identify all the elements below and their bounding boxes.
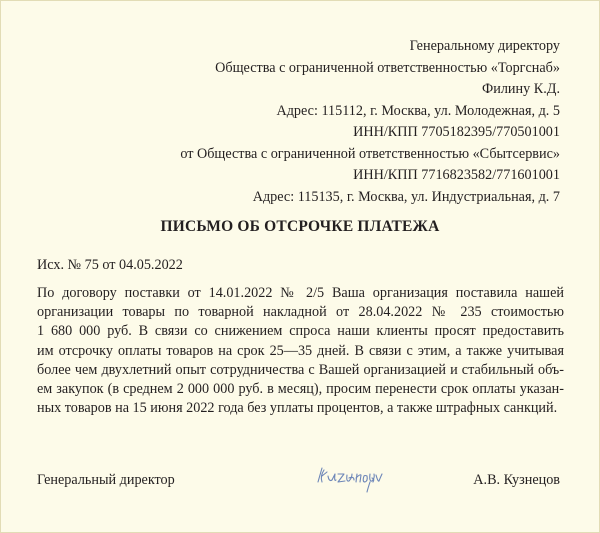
recipient-line: ИНН/КПП 7705182395/770501001 [353,124,560,140]
signer-position: Генеральный директор [37,472,175,488]
recipient-line: Общества с ограниченной ответственностью «Торгснаб» [215,59,560,76]
recipient-block [180,36,560,208]
body-line: им отсрочку оплаты товаров на срок 25—35 дней. В связи с этим, а также учитывая [37,342,564,359]
body-line: ем закупок (в среднем 2 000 000 руб. в месяц), просим перенести срок оплаты указан- [37,381,564,398]
body-line: организации товары по товарной накладной от 28.04.2022 № 235 стоимостью [37,304,564,321]
body-line: более чем двухлетний опыт сотрудничества с Вашей организацией и стабильный объ- [37,361,564,378]
body-line: ных товаров на 15 июня 2022 года без уплаты процентов, а также штрафных санкций. [37,400,558,417]
handwritten-signature [312,462,398,496]
recipient-line: Генеральному директору [409,38,560,54]
sender-line: Адрес: 115135, г. Москва, ул. Индустриальная, д. 7 [252,188,560,205]
body-line: По договору поставки от 14.01.2022 № 2/5 Ваша организация поставила нашей [37,285,564,301]
signer-name: А.В. Кузнецов [473,472,560,488]
signature-strokes [318,468,382,492]
recipient-line: Адрес: 115112, г. Москва, ул. Молодежная, д. 5 [276,102,560,119]
sender-line: от Общества с ограниченной ответственностью «Сбытсервис» [180,145,560,162]
letter-body [37,284,564,418]
document-title: ПИСЬМО ОБ ОТСРОЧКЕ ПЛАТЕЖА [160,218,440,235]
sender-line: ИНН/КПП 7716823582/771601001 [353,167,560,183]
body-line: 1 680 000 руб. В связи со снижением спроса наши клиенты просят предоставить [37,323,564,340]
recipient-line: Филину К.Д. [482,81,560,97]
outgoing-number: Исх. № 75 от 04.05.2022 [37,257,183,273]
